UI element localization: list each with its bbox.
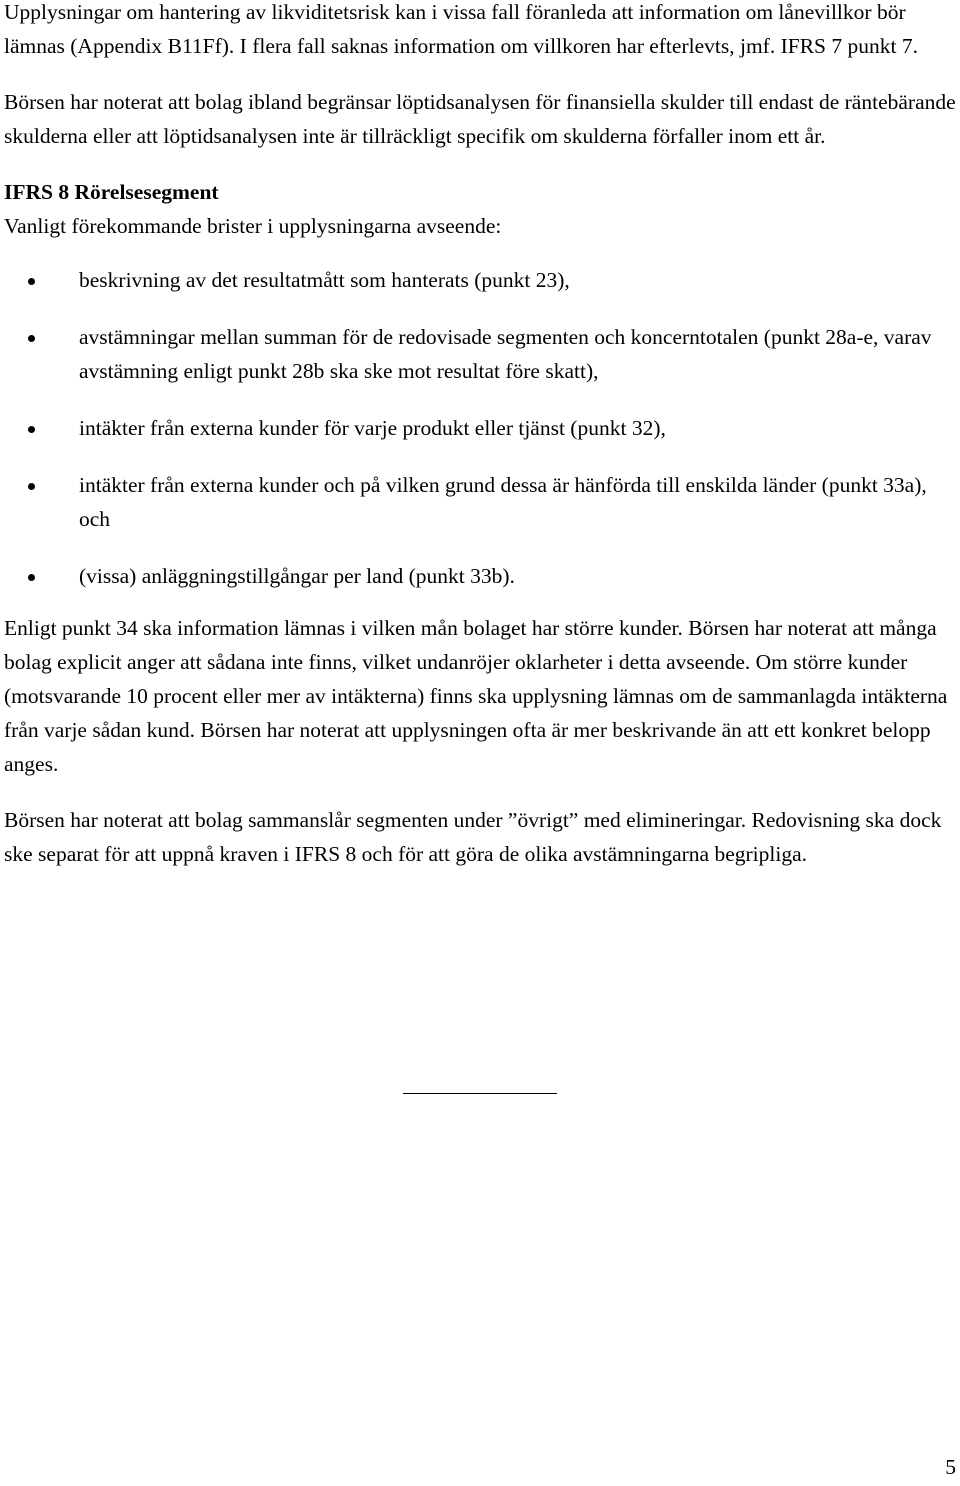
bullet-icon: [28, 335, 35, 342]
bullet-icon: [28, 426, 35, 433]
page-number: 5: [945, 1455, 956, 1479]
bullet-icon: [28, 483, 35, 490]
end-rule-divider: [403, 1093, 557, 1094]
bullet-icon: [28, 278, 35, 285]
paragraph-other-segments: Börsen har noterat att bolag sammanslår segmenten under ”övrigt” med elimineringar. Redovisning ska dock ske separat för att uppnå kraven i IFRS 8 och för att göra de olika avstämningarna begripliga.: [4, 808, 942, 866]
list-item: [4, 263, 956, 297]
list-item: [4, 468, 956, 536]
list-item: [4, 320, 956, 388]
section-ifrs8: [4, 175, 956, 593]
bullet-icon: [28, 574, 35, 581]
list-item-text: beskrivning av det resultatmått som hanterats (punkt 23),: [79, 268, 570, 292]
list-item: [4, 411, 956, 445]
list-item-text: intäkter från externa kunder för varje produkt eller tjänst (punkt 32),: [79, 416, 666, 440]
page-body: [4, 0, 956, 893]
list-item-text: avstämningar mellan summan för de redovisade segmenten och koncerntotalen (punkt 28a-e, varav avstämning enligt punkt 28b ska ske mot resultat före skatt),: [79, 325, 932, 383]
list-item-text: intäkter från externa kunder och på vilken grund dessa är hänförda till enskilda länder (punkt 33a), och: [79, 473, 927, 531]
bullet-list: [4, 263, 956, 593]
paragraph-major-customers: Enligt punkt 34 ska information lämnas i vilken mån bolaget har större kunder. Börsen har noterat att många bolag explicit anger att sådana inte finns, vilket undanröjer oklarheter i detta avseende. Om större kunder (motsvarande 10 procent eller mer av intäkterna) finns ska upplysning lämnas om de sammanlagda intäkterna från varje sådan kund. Börsen har noterat att upplysningen ofta är mer beskrivande än att ett konkret belopp anges.: [4, 616, 948, 776]
section-intro: Vanligt förekommande brister i upplysningarna avseende:: [4, 214, 502, 238]
paragraph-liquidity-risk: Upplysningar om hantering av likviditetsrisk kan i vissa fall föranleda att information om lånevillkor bör lämnas (Appendix B11Ff). I flera fall saknas information om villkoren har efterlevts, jmf. IFRS 7 punkt 7.: [4, 0, 918, 58]
list-item-text: (vissa) anläggningstillgångar per land (punkt 33b).: [79, 564, 515, 588]
list-item: [4, 559, 956, 593]
section-heading: IFRS 8 Rörelsesegment: [4, 180, 219, 204]
paragraph-maturity-analysis: Börsen har noterat att bolag ibland begränsar löptidsanalysen för finansiella skulder till endast de räntebärande skulderna eller att löptidsanalysen inte är tillräckligt specifik om skulderna förfaller inom ett år.: [4, 90, 956, 148]
